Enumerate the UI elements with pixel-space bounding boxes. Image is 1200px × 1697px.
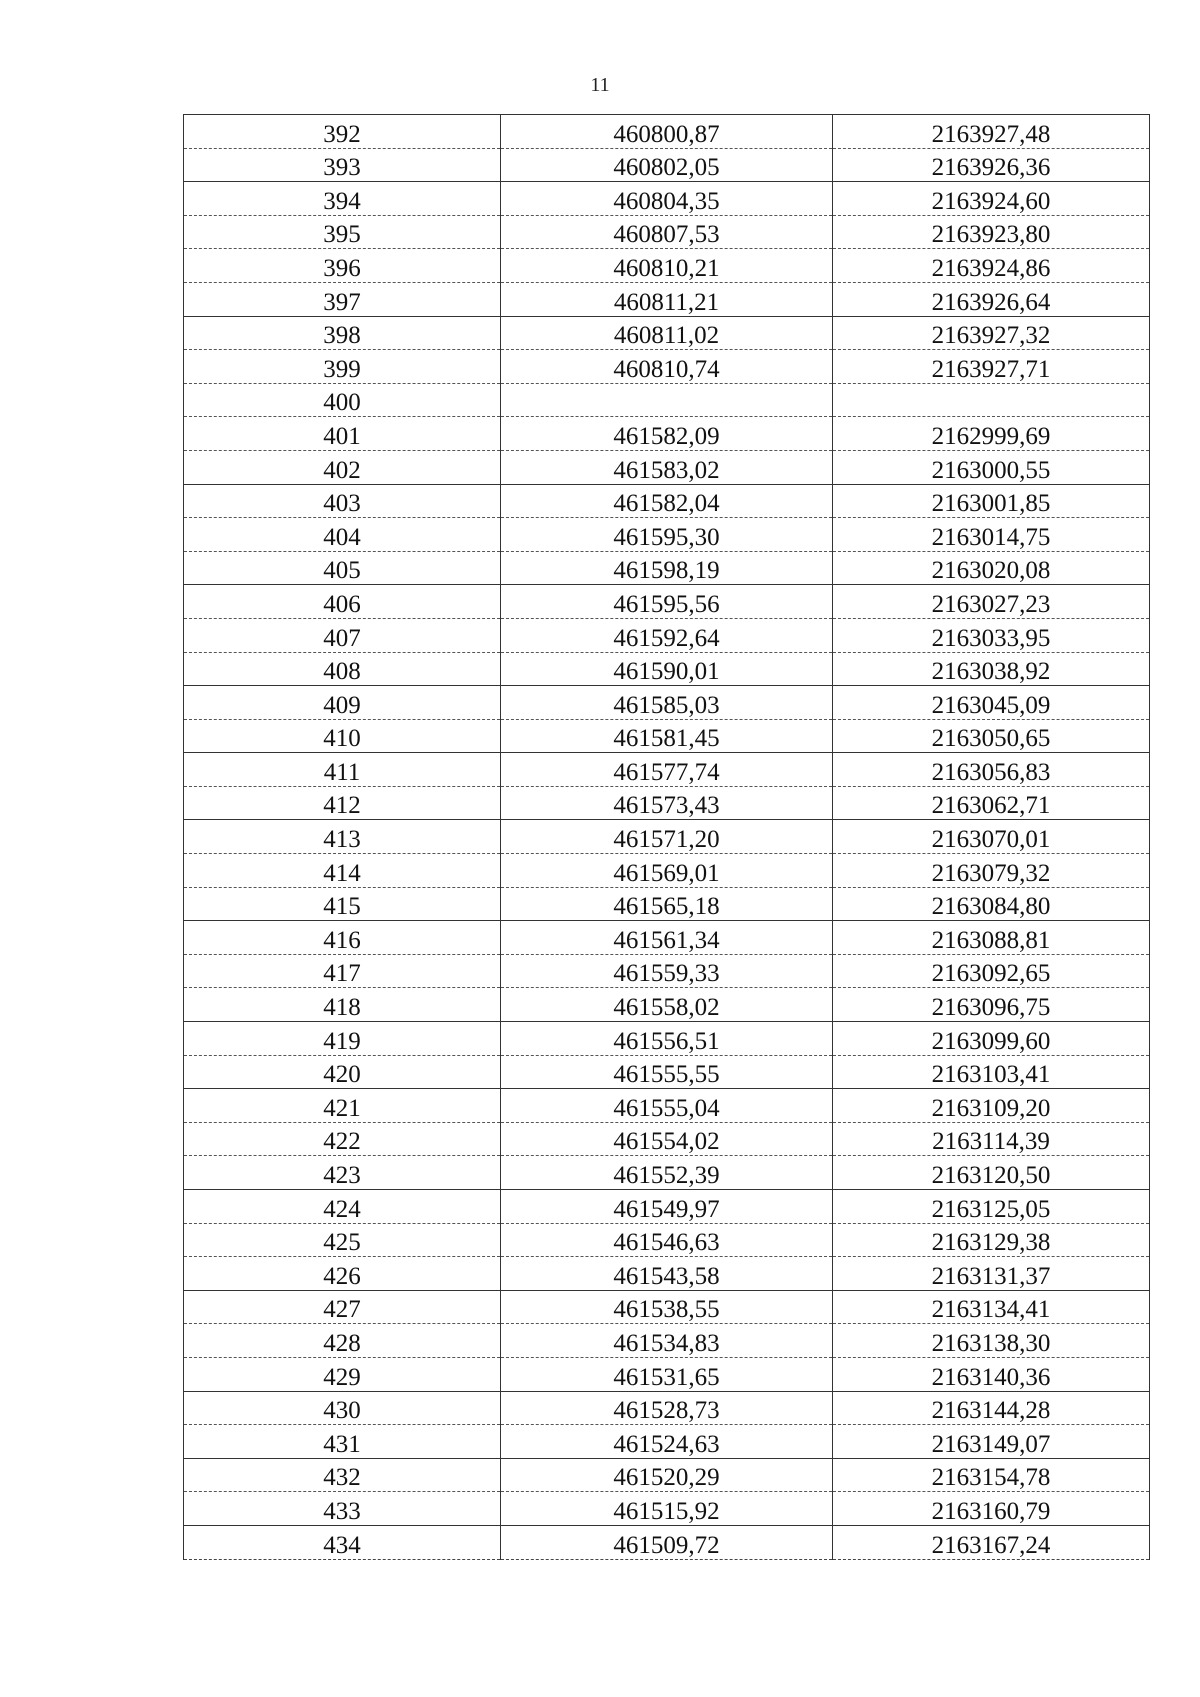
y-coordinate-cell: 2163001,85	[833, 484, 1150, 518]
table-row	[184, 484, 1150, 518]
point-number-cell: 408	[184, 652, 501, 686]
x-coordinate-cell: 461549,97	[501, 1190, 833, 1224]
x-coordinate-cell: 460807,53	[501, 215, 833, 249]
point-number-cell: 406	[184, 585, 501, 619]
point-number-cell: 415	[184, 887, 501, 921]
x-coordinate-cell: 461582,09	[501, 417, 833, 451]
x-coordinate-cell: 460804,35	[501, 182, 833, 216]
x-coordinate-cell: 461559,33	[501, 954, 833, 988]
table-row	[184, 1122, 1150, 1156]
table-row	[184, 1055, 1150, 1089]
table-row	[184, 652, 1150, 686]
x-coordinate-cell: 461592,64	[501, 618, 833, 652]
x-coordinate-cell: 461509,72	[501, 1525, 833, 1559]
x-coordinate-cell: 461577,74	[501, 753, 833, 787]
y-coordinate-cell: 2163129,38	[833, 1223, 1150, 1257]
y-coordinate-cell: 2163084,80	[833, 887, 1150, 921]
table-row	[184, 1425, 1150, 1459]
point-number-cell: 431	[184, 1425, 501, 1459]
table-row	[184, 753, 1150, 787]
x-coordinate-cell: 461552,39	[501, 1156, 833, 1190]
y-coordinate-cell: 2163924,86	[833, 249, 1150, 283]
x-coordinate-cell: 461555,04	[501, 1089, 833, 1123]
y-coordinate-cell: 2163099,60	[833, 1022, 1150, 1056]
x-coordinate-cell: 461515,92	[501, 1492, 833, 1526]
point-number-cell: 412	[184, 786, 501, 820]
table-row	[184, 1290, 1150, 1324]
point-number-cell: 423	[184, 1156, 501, 1190]
coordinates-table	[183, 114, 1150, 1560]
page-number: 11	[590, 74, 610, 96]
y-coordinate-cell: 2163062,71	[833, 786, 1150, 820]
x-coordinate-cell: 461598,19	[501, 551, 833, 585]
table-row	[184, 585, 1150, 619]
point-number-cell: 429	[184, 1357, 501, 1391]
y-coordinate-cell: 2163056,83	[833, 753, 1150, 787]
table-row	[184, 282, 1150, 316]
x-coordinate-cell: 461571,20	[501, 820, 833, 854]
x-coordinate-cell: 460800,87	[501, 115, 833, 149]
y-coordinate-cell: 2163927,71	[833, 350, 1150, 384]
y-coordinate-cell: 2163138,30	[833, 1324, 1150, 1358]
table-row	[184, 1022, 1150, 1056]
table-row	[184, 450, 1150, 484]
point-number-cell: 411	[184, 753, 501, 787]
y-coordinate-cell: 2163088,81	[833, 921, 1150, 955]
table-row	[184, 1324, 1150, 1358]
x-coordinate-cell: 461543,58	[501, 1257, 833, 1291]
x-coordinate-cell: 461595,30	[501, 518, 833, 552]
y-coordinate-cell: 2163038,92	[833, 652, 1150, 686]
point-number-cell: 393	[184, 148, 501, 182]
y-coordinate-cell: 2163167,24	[833, 1525, 1150, 1559]
y-coordinate-cell: 2163070,01	[833, 820, 1150, 854]
x-coordinate-cell: 460811,02	[501, 316, 833, 350]
x-coordinate-cell: 461520,29	[501, 1458, 833, 1492]
table-row	[184, 350, 1150, 384]
point-number-cell: 402	[184, 450, 501, 484]
x-coordinate-cell: 461555,55	[501, 1055, 833, 1089]
table-row	[184, 182, 1150, 216]
point-number-cell: 418	[184, 988, 501, 1022]
x-coordinate-cell: 460802,05	[501, 148, 833, 182]
table-row	[184, 249, 1150, 283]
x-coordinate-cell: 460811,21	[501, 282, 833, 316]
x-coordinate-cell: 461528,73	[501, 1391, 833, 1425]
y-coordinate-cell: 2163125,05	[833, 1190, 1150, 1224]
x-coordinate-cell: 460810,74	[501, 350, 833, 384]
table-row	[184, 1492, 1150, 1526]
table-row	[184, 887, 1150, 921]
x-coordinate-cell: 460810,21	[501, 249, 833, 283]
y-coordinate-cell	[833, 383, 1150, 417]
y-coordinate-cell: 2163149,07	[833, 1425, 1150, 1459]
table-row	[184, 1357, 1150, 1391]
table-row	[184, 316, 1150, 350]
y-coordinate-cell: 2163923,80	[833, 215, 1150, 249]
point-number-cell: 407	[184, 618, 501, 652]
point-number-cell: 396	[184, 249, 501, 283]
table-row	[184, 988, 1150, 1022]
point-number-cell: 425	[184, 1223, 501, 1257]
point-number-cell: 417	[184, 954, 501, 988]
point-number-cell: 433	[184, 1492, 501, 1526]
table-row	[184, 921, 1150, 955]
point-number-cell: 404	[184, 518, 501, 552]
point-number-cell: 395	[184, 215, 501, 249]
y-coordinate-cell: 2163927,32	[833, 316, 1150, 350]
table-row	[184, 719, 1150, 753]
x-coordinate-cell: 461534,83	[501, 1324, 833, 1358]
y-coordinate-cell: 2163014,75	[833, 518, 1150, 552]
y-coordinate-cell: 2163045,09	[833, 686, 1150, 720]
y-coordinate-cell: 2163927,48	[833, 115, 1150, 149]
coordinates-table-body	[184, 115, 1150, 1560]
x-coordinate-cell: 461569,01	[501, 854, 833, 888]
table-row	[184, 1156, 1150, 1190]
point-number-cell: 432	[184, 1458, 501, 1492]
point-number-cell: 403	[184, 484, 501, 518]
y-coordinate-cell: 2163926,36	[833, 148, 1150, 182]
y-coordinate-cell: 2163160,79	[833, 1492, 1150, 1526]
table-row	[184, 148, 1150, 182]
table-row	[184, 786, 1150, 820]
table-row	[184, 551, 1150, 585]
y-coordinate-cell: 2163020,08	[833, 551, 1150, 585]
y-coordinate-cell: 2163134,41	[833, 1290, 1150, 1324]
y-coordinate-cell: 2163096,75	[833, 988, 1150, 1022]
point-number-cell: 424	[184, 1190, 501, 1224]
table-row	[184, 417, 1150, 451]
x-coordinate-cell	[501, 383, 833, 417]
table-row	[184, 1391, 1150, 1425]
y-coordinate-cell: 2163131,37	[833, 1257, 1150, 1291]
y-coordinate-cell: 2163154,78	[833, 1458, 1150, 1492]
point-number-cell: 434	[184, 1525, 501, 1559]
x-coordinate-cell: 461554,02	[501, 1122, 833, 1156]
table-row	[184, 1257, 1150, 1291]
point-number-cell: 420	[184, 1055, 501, 1089]
y-coordinate-cell: 2163144,28	[833, 1391, 1150, 1425]
x-coordinate-cell: 461538,55	[501, 1290, 833, 1324]
y-coordinate-cell: 2163109,20	[833, 1089, 1150, 1123]
x-coordinate-cell: 461565,18	[501, 887, 833, 921]
table-row	[184, 1190, 1150, 1224]
y-coordinate-cell: 2163079,32	[833, 854, 1150, 888]
point-number-cell: 410	[184, 719, 501, 753]
point-number-cell: 394	[184, 182, 501, 216]
point-number-cell: 405	[184, 551, 501, 585]
point-number-cell: 397	[184, 282, 501, 316]
y-coordinate-cell: 2163926,64	[833, 282, 1150, 316]
table-row	[184, 618, 1150, 652]
x-coordinate-cell: 461524,63	[501, 1425, 833, 1459]
point-number-cell: 398	[184, 316, 501, 350]
table-row	[184, 686, 1150, 720]
x-coordinate-cell: 461546,63	[501, 1223, 833, 1257]
point-number-cell: 400	[184, 383, 501, 417]
x-coordinate-cell: 461595,56	[501, 585, 833, 619]
x-coordinate-cell: 461583,02	[501, 450, 833, 484]
point-number-cell: 413	[184, 820, 501, 854]
table-row	[184, 518, 1150, 552]
y-coordinate-cell: 2163103,41	[833, 1055, 1150, 1089]
point-number-cell: 427	[184, 1290, 501, 1324]
y-coordinate-cell: 2163120,50	[833, 1156, 1150, 1190]
x-coordinate-cell: 461561,34	[501, 921, 833, 955]
y-coordinate-cell: 2163092,65	[833, 954, 1150, 988]
point-number-cell: 422	[184, 1122, 501, 1156]
table-row	[184, 1525, 1150, 1559]
x-coordinate-cell: 461531,65	[501, 1357, 833, 1391]
x-coordinate-cell: 461573,43	[501, 786, 833, 820]
y-coordinate-cell: 2162999,69	[833, 417, 1150, 451]
table-row	[184, 954, 1150, 988]
point-number-cell: 392	[184, 115, 501, 149]
point-number-cell: 430	[184, 1391, 501, 1425]
point-number-cell: 416	[184, 921, 501, 955]
point-number-cell: 419	[184, 1022, 501, 1056]
table-row	[184, 1223, 1150, 1257]
x-coordinate-cell: 461582,04	[501, 484, 833, 518]
y-coordinate-cell: 2163000,55	[833, 450, 1150, 484]
point-number-cell: 428	[184, 1324, 501, 1358]
table-row	[184, 854, 1150, 888]
y-coordinate-cell: 2163050,65	[833, 719, 1150, 753]
point-number-cell: 409	[184, 686, 501, 720]
x-coordinate-cell: 461590,01	[501, 652, 833, 686]
table-row	[184, 1458, 1150, 1492]
y-coordinate-cell: 2163114,39	[833, 1122, 1150, 1156]
point-number-cell: 426	[184, 1257, 501, 1291]
y-coordinate-cell: 2163140,36	[833, 1357, 1150, 1391]
y-coordinate-cell: 2163033,95	[833, 618, 1150, 652]
point-number-cell: 399	[184, 350, 501, 384]
y-coordinate-cell: 2163027,23	[833, 585, 1150, 619]
x-coordinate-cell: 461558,02	[501, 988, 833, 1022]
y-coordinate-cell: 2163924,60	[833, 182, 1150, 216]
table-row	[184, 115, 1150, 149]
table-row	[184, 215, 1150, 249]
point-number-cell: 421	[184, 1089, 501, 1123]
x-coordinate-cell: 461585,03	[501, 686, 833, 720]
table-row	[184, 1089, 1150, 1123]
x-coordinate-cell: 461581,45	[501, 719, 833, 753]
table-row	[184, 383, 1150, 417]
point-number-cell: 414	[184, 854, 501, 888]
table-row	[184, 820, 1150, 854]
x-coordinate-cell: 461556,51	[501, 1022, 833, 1056]
point-number-cell: 401	[184, 417, 501, 451]
